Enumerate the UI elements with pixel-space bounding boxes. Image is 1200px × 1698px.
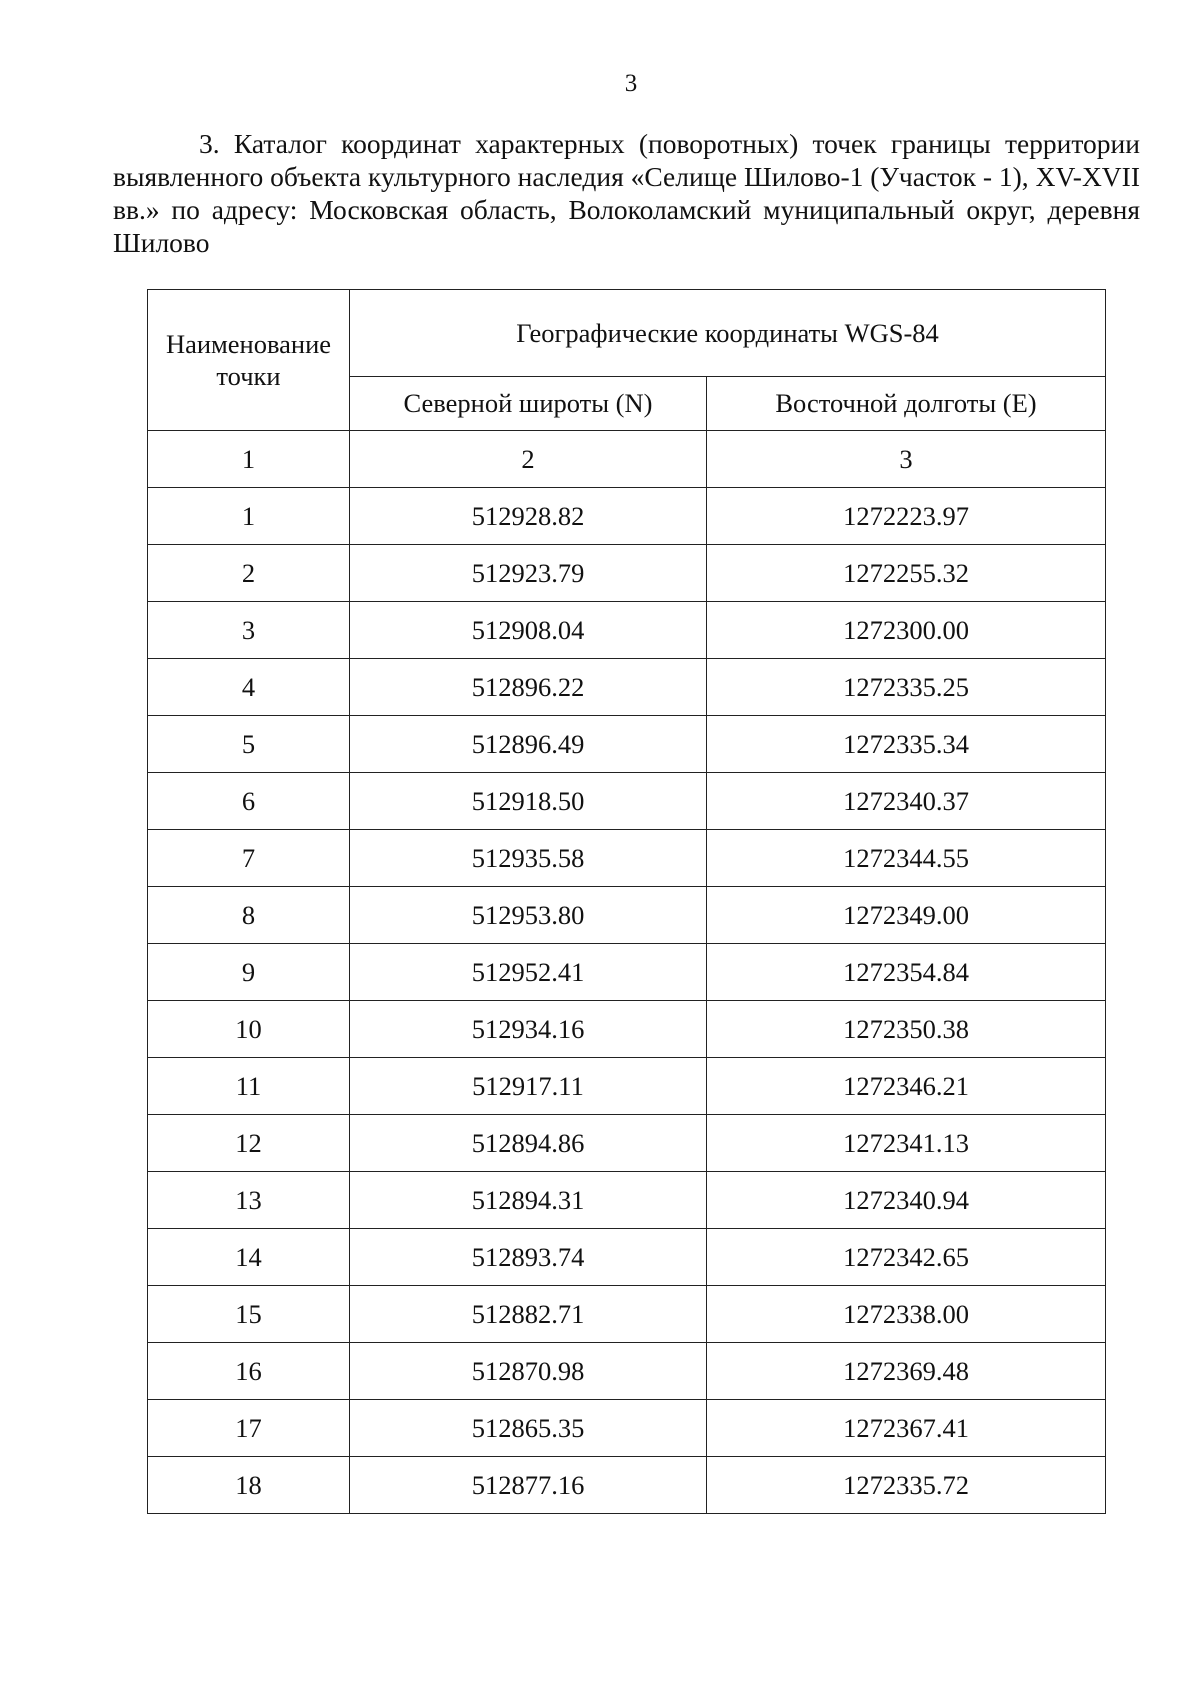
table-row bbox=[148, 602, 1106, 659]
point-name-cell: 16 bbox=[148, 1343, 350, 1400]
column-number: 3 bbox=[707, 431, 1106, 488]
longitude-cell: 1272338.00 bbox=[707, 1286, 1106, 1343]
latitude-header: Северной широты (N) bbox=[350, 377, 707, 431]
point-name-cell: 2 bbox=[148, 545, 350, 602]
coordinates-table-body bbox=[148, 488, 1106, 1514]
latitude-cell: 512896.49 bbox=[350, 716, 707, 773]
latitude-cell: 512953.80 bbox=[350, 887, 707, 944]
point-name-cell: 3 bbox=[148, 602, 350, 659]
point-name-cell: 4 bbox=[148, 659, 350, 716]
table-row bbox=[148, 1286, 1106, 1343]
longitude-cell: 1272255.32 bbox=[707, 545, 1106, 602]
table-row bbox=[148, 944, 1106, 1001]
point-name-cell: 14 bbox=[148, 1229, 350, 1286]
point-name-cell: 6 bbox=[148, 773, 350, 830]
table-row bbox=[148, 659, 1106, 716]
catalog-heading: 3. Каталог координат характерных (поворотных) точек границы территории выявленного объекта культурного наследия «Селище Шилово-1 (Участок - 1), XV-XVII вв.» по адресу: Московская область, Волоколамский муниципальный округ, деревня Шилово bbox=[113, 128, 1140, 258]
latitude-cell: 512908.04 bbox=[350, 602, 707, 659]
latitude-cell: 512935.58 bbox=[350, 830, 707, 887]
latitude-cell: 512893.74 bbox=[350, 1229, 707, 1286]
point-name-cell: 7 bbox=[148, 830, 350, 887]
latitude-cell: 512865.35 bbox=[350, 1400, 707, 1457]
point-name-cell: 12 bbox=[148, 1115, 350, 1172]
longitude-cell: 1272367.41 bbox=[707, 1400, 1106, 1457]
longitude-cell: 1272346.21 bbox=[707, 1058, 1106, 1115]
latitude-cell: 512952.41 bbox=[350, 944, 707, 1001]
longitude-cell: 1272341.13 bbox=[707, 1115, 1106, 1172]
point-name-cell: 17 bbox=[148, 1400, 350, 1457]
point-name-cell: 9 bbox=[148, 944, 350, 1001]
page-number: 3 bbox=[624, 70, 638, 97]
longitude-cell: 1272335.34 bbox=[707, 716, 1106, 773]
point-name-cell: 1 bbox=[148, 488, 350, 545]
longitude-cell: 1272300.00 bbox=[707, 602, 1106, 659]
longitude-cell: 1272350.38 bbox=[707, 1001, 1106, 1058]
longitude-cell: 1272340.94 bbox=[707, 1172, 1106, 1229]
longitude-header: Восточной долготы (E) bbox=[707, 377, 1106, 431]
column-number: 2 bbox=[350, 431, 707, 488]
point-name-cell: 8 bbox=[148, 887, 350, 944]
point-name-cell: 15 bbox=[148, 1286, 350, 1343]
longitude-cell: 1272349.00 bbox=[707, 887, 1106, 944]
latitude-cell: 512934.16 bbox=[350, 1001, 707, 1058]
latitude-cell: 512917.11 bbox=[350, 1058, 707, 1115]
table-row bbox=[148, 887, 1106, 944]
longitude-cell: 1272369.48 bbox=[707, 1343, 1106, 1400]
longitude-cell: 1272342.65 bbox=[707, 1229, 1106, 1286]
longitude-cell: 1272335.72 bbox=[707, 1457, 1106, 1514]
latitude-cell: 512923.79 bbox=[350, 545, 707, 602]
table-row bbox=[148, 545, 1106, 602]
table-row bbox=[148, 773, 1106, 830]
latitude-cell: 512918.50 bbox=[350, 773, 707, 830]
point-name-cell: 18 bbox=[148, 1457, 350, 1514]
table-row bbox=[148, 1400, 1106, 1457]
latitude-cell: 512894.86 bbox=[350, 1115, 707, 1172]
longitude-cell: 1272354.84 bbox=[707, 944, 1106, 1001]
point-name-header: Наименование точки bbox=[148, 290, 350, 431]
longitude-cell: 1272344.55 bbox=[707, 830, 1106, 887]
table-row bbox=[148, 1058, 1106, 1115]
table-row bbox=[148, 1229, 1106, 1286]
latitude-cell: 512894.31 bbox=[350, 1172, 707, 1229]
table-row bbox=[148, 1343, 1106, 1400]
longitude-cell: 1272223.97 bbox=[707, 488, 1106, 545]
point-name-cell: 11 bbox=[148, 1058, 350, 1115]
table-row bbox=[148, 1115, 1106, 1172]
coordinates-table bbox=[147, 289, 1106, 1514]
point-name-cell: 5 bbox=[148, 716, 350, 773]
point-name-cell: 10 bbox=[148, 1001, 350, 1058]
latitude-cell: 512928.82 bbox=[350, 488, 707, 545]
point-name-cell: 13 bbox=[148, 1172, 350, 1229]
table-row bbox=[148, 488, 1106, 545]
longitude-cell: 1272340.37 bbox=[707, 773, 1106, 830]
table-row bbox=[148, 1457, 1106, 1514]
table-row bbox=[148, 1172, 1106, 1229]
latitude-cell: 512877.16 bbox=[350, 1457, 707, 1514]
latitude-cell: 512870.98 bbox=[350, 1343, 707, 1400]
column-number: 1 bbox=[148, 431, 350, 488]
latitude-cell: 512896.22 bbox=[350, 659, 707, 716]
longitude-cell: 1272335.25 bbox=[707, 659, 1106, 716]
table-row bbox=[148, 1001, 1106, 1058]
coordinates-group-header: Географические координаты WGS-84 bbox=[350, 290, 1106, 377]
table-row bbox=[148, 830, 1106, 887]
latitude-cell: 512882.71 bbox=[350, 1286, 707, 1343]
table-row bbox=[148, 716, 1106, 773]
